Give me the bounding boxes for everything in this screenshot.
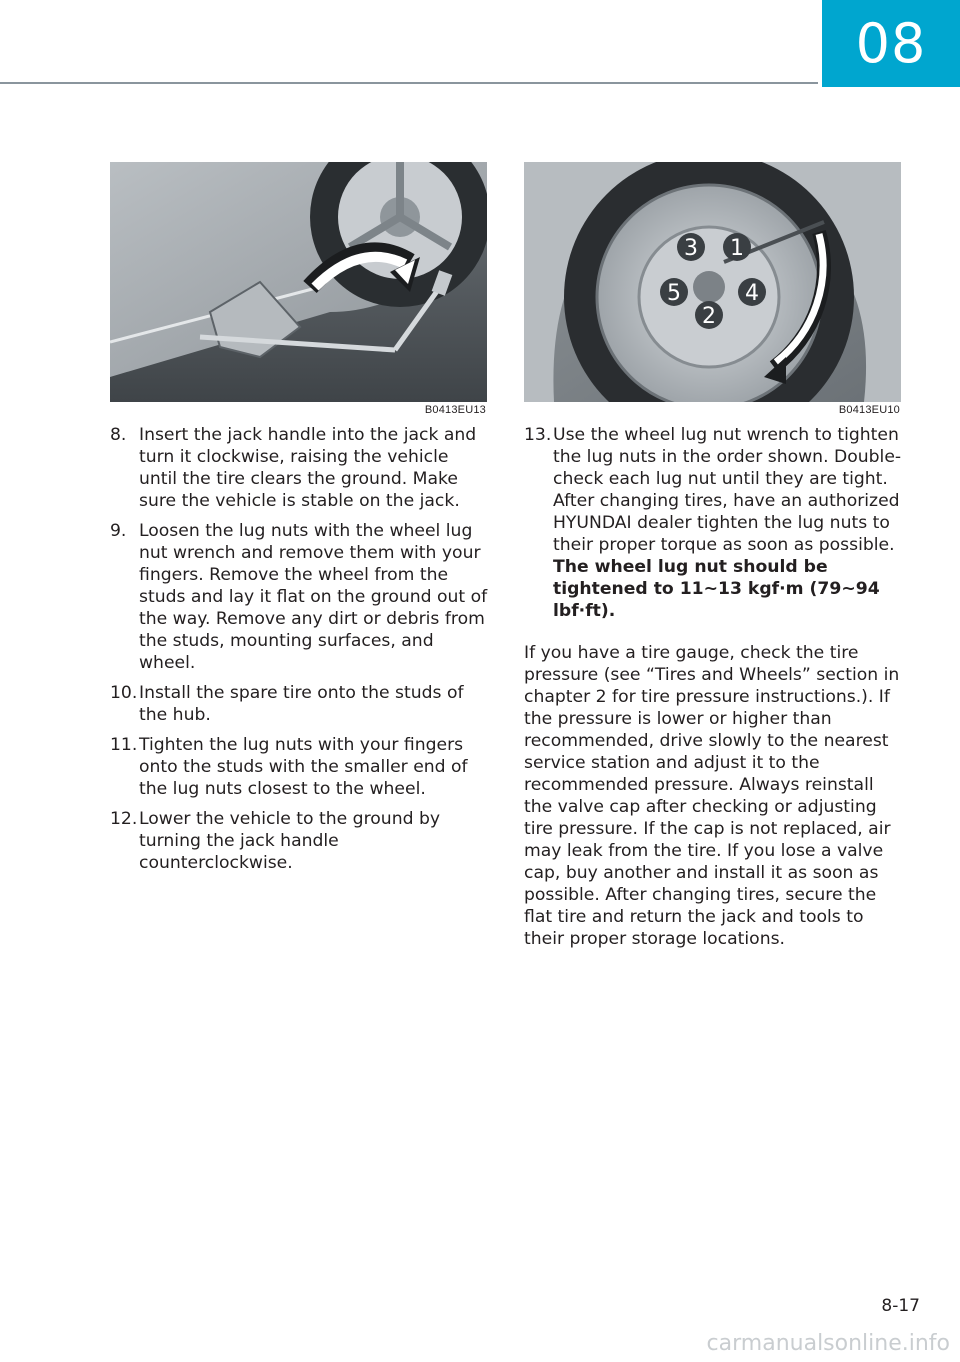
watermark: carmanualsonline.info	[706, 1331, 950, 1356]
step-text: Tighten the lug nuts with your fingers onto the studs with the smaller end of the lug nuts closest to the wheel.	[139, 735, 468, 799]
header-rule	[0, 82, 818, 84]
step-text: Install the spare tire onto the studs of the hub.	[139, 683, 464, 725]
step-number: 10.	[110, 683, 138, 703]
step-number: 9.	[110, 521, 127, 541]
steps-list-right	[524, 424, 902, 622]
nut-label: 4	[745, 281, 759, 306]
right-column	[524, 162, 902, 950]
nut-label: 5	[667, 281, 681, 306]
step-number: 12.	[110, 809, 138, 829]
step-number: 13.	[524, 425, 552, 445]
wheel-illustration	[524, 162, 901, 402]
step-text: Loosen the lug nuts with the wheel lug nut wrench and remove them with your fingers. Remove the wheel from the studs and lay it flat on the ground out of the way. Remove any dirt or debris from the studs, mounting surfaces, and wheel.	[139, 521, 488, 673]
jack-illustration	[110, 162, 487, 402]
step-text: Use the wheel lug nut wrench to tighten the lug nuts in the order shown. Double-check each lug nut until they are tight. After changing tires, have an authorized HYUNDAI dealer tighten the lug nuts to their proper torque as soon as possible.	[553, 425, 902, 555]
step-text: Lower the vehicle to the ground by turning the jack handle counterclockwise.	[139, 809, 441, 873]
tire-pressure-paragraph: If you have a tire gauge, check the tire pressure (see “Tires and Wheels” section in chapter 2 for tire pressure instructions.). If the pressure is lower or higher than recommended, drive slowly to the nearest service station and adjust it to the recommended pressure. Always reinstall the valve cap after checking or adjusting tire pressure. If the cap is not replaced, air may leak from the tire. If you lose a valve cap, buy another and install it as soon as possible. After changing tires, secure the flat tire and return the jack and tools to their proper storage locations.	[524, 643, 900, 949]
figure-code: B0413EU13	[424, 404, 486, 416]
list-item	[524, 424, 902, 622]
left-column	[110, 162, 488, 882]
step-text: Insert the jack handle into the jack and turn it clockwise, raising the vehicle until the tire clears the ground. Make sure the vehicle is stable on the jack.	[139, 425, 477, 511]
nut-label: 1	[730, 236, 744, 261]
list-item	[110, 682, 488, 726]
torque-spec: The wheel lug nut should be tightened to 11~13 kgf·m (79~94 lbf·ft).	[553, 557, 880, 621]
step-number: 8.	[110, 425, 127, 445]
list-item	[110, 424, 488, 512]
list-item	[110, 734, 488, 800]
jack-figure	[110, 162, 487, 402]
chapter-tab	[822, 0, 960, 87]
page-number: 8-17	[881, 1296, 920, 1316]
wheel-figure	[524, 162, 901, 402]
nut-label: 2	[702, 304, 716, 329]
figure-code: B0413EU10	[838, 404, 900, 416]
nut-label: 3	[684, 236, 698, 261]
list-item	[110, 520, 488, 674]
chapter-number: 08	[855, 12, 927, 75]
steps-list-left	[110, 424, 488, 874]
list-item	[110, 808, 488, 874]
step-number: 11.	[110, 735, 138, 755]
